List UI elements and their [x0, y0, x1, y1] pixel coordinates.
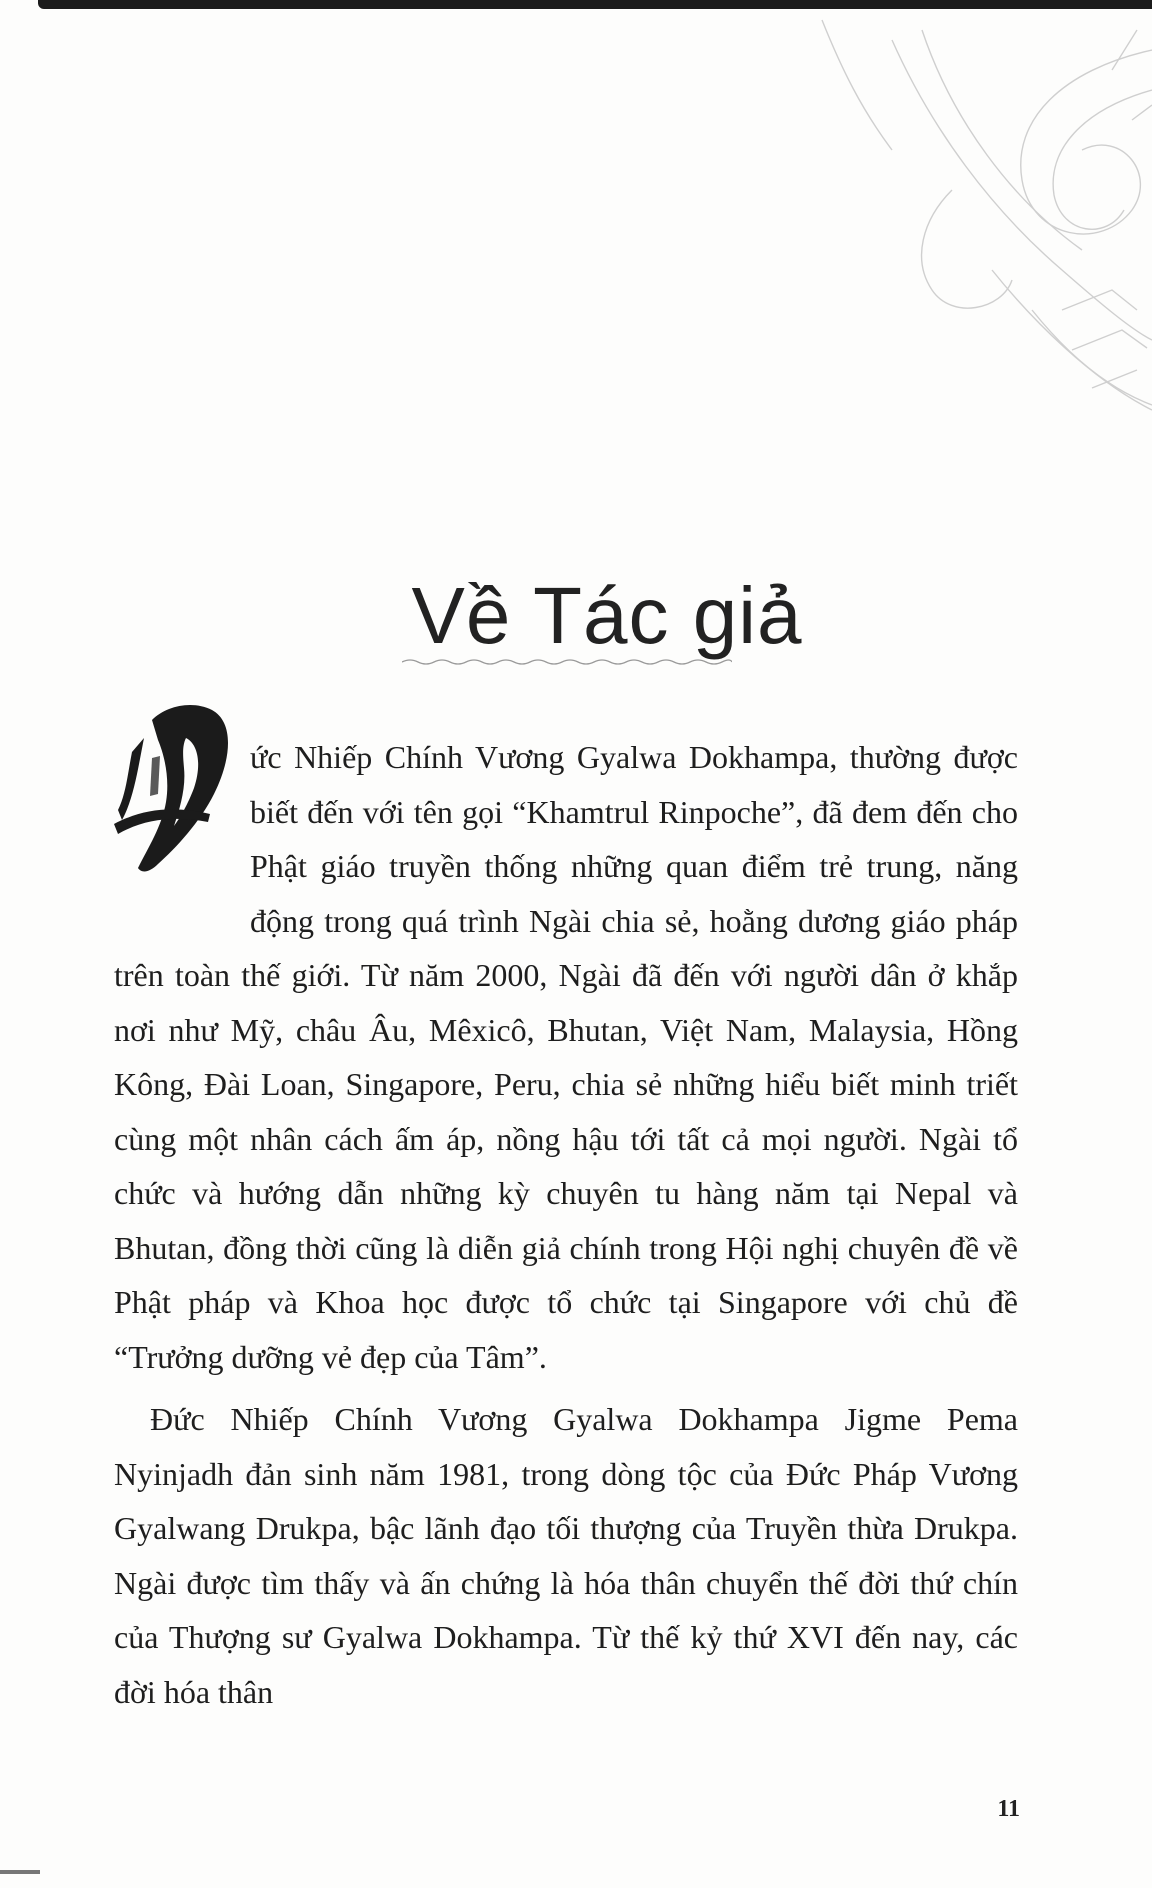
- body-text: [114, 730, 1018, 1719]
- title-underline: [402, 656, 732, 668]
- paragraph-1-text: ức Nhiếp Chính Vương Gyalwa Dokhampa, thường được biết đến với tên gọi “Khamtrul Rinpoche”, đã đem đến cho Phật giáo truyền thống những quan điểm trẻ trung, năng động trong quá trình Ngài chia sẻ, hoằng dương giáo pháp trên toàn thế giới. Từ năm 2000, Ngài đã đến với người dân ở khắp nơi như Mỹ, châu Âu, Mêxicô, Bhutan, Việt Nam, Malaysia, Hồng Kông, Đài Loan, Singapore, Peru, chia sẻ những hiểu biết minh triết cùng một nhân cách ấm áp, nồng hậu tới tất cả mọi người. Ngài tổ chức và hướng dẫn những kỳ chuyên tu hàng năm tại Nepal và Bhutan, đồng thời cũng là diễn giả chính trong Hội nghị chuyên đề về Phật pháp và Khoa học được tổ chức tại Singapore với chủ đề “Trưởng dưỡng vẻ đẹp của Tâm”.: [114, 739, 1018, 1375]
- page-number: 11: [997, 1796, 1020, 1822]
- paragraph-1: [114, 730, 1018, 1384]
- paragraph-2: Đức Nhiếp Chính Vương Gyalwa Dokhampa Jigme Pema Nyinjadh đản sinh năm 1981, trong dòng tộc của Đức Pháp Vương Gyalwang Drukpa, bậc lãnh đạo tối thượng của Truyền thừa Drukpa. Ngài được tìm thấy và ấn chứng là hóa thân chuyển thế đời thứ chín của Thượng sư Gyalwa Dokhampa. Từ thế kỷ thứ XVI đến nay, các đời hóa thân: [114, 1401, 1018, 1710]
- chapter-title: Về Tác giả: [411, 571, 803, 660]
- decorative-ornament: [592, 10, 1152, 480]
- bottom-edge-mark: [0, 1870, 40, 1874]
- top-rule: [38, 0, 1152, 9]
- dropcap-space: [114, 740, 250, 900]
